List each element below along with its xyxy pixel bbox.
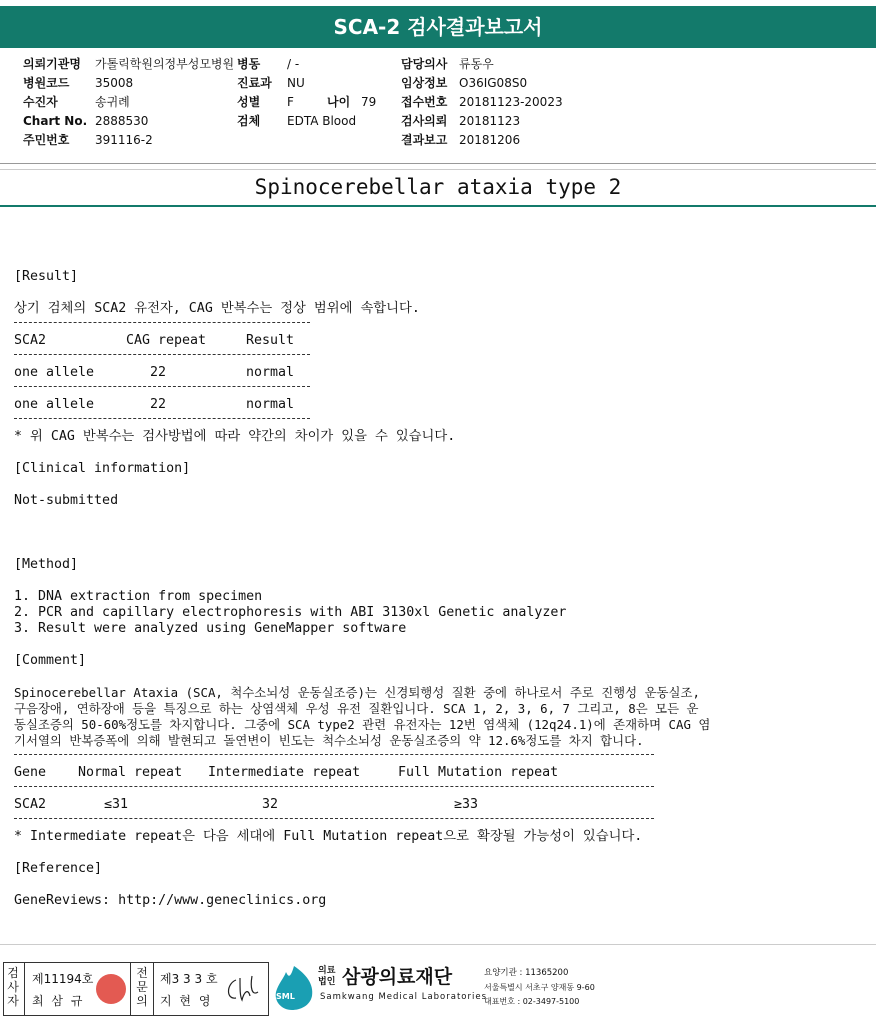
- info-id-number: [23, 131, 234, 150]
- specialist-license: 제3 3 3 호: [160, 972, 218, 986]
- vertical-char: 검: [7, 966, 19, 980]
- info-label: 진료과: [237, 76, 272, 90]
- info-ward: [237, 55, 376, 74]
- table-rule: [14, 386, 310, 387]
- info-value: EDTA Blood: [287, 114, 357, 128]
- table-rule: [14, 754, 654, 755]
- table-rule: [14, 418, 310, 419]
- info-value: 류동우: [459, 57, 494, 71]
- gene-header-normal: Normal repeat: [78, 765, 183, 780]
- footer: [0, 958, 876, 1027]
- method-item: 1. DNA extraction from specimen: [14, 589, 263, 604]
- info-column-1: [23, 55, 234, 150]
- info-department: [237, 74, 376, 93]
- info-hospital-code: [23, 74, 234, 93]
- info-value: NU: [287, 76, 305, 90]
- gene-header-gene: Gene: [14, 765, 47, 780]
- box-divider: [153, 962, 154, 1016]
- test-title: Spinocerebellar ataxia type 2: [254, 175, 622, 199]
- info-doctor: [401, 55, 563, 74]
- clinical-heading: [Clinical information]: [14, 461, 191, 476]
- info-value: 20181206: [459, 133, 521, 147]
- address: 서울특별시 서초구 양재동 9-60: [484, 983, 595, 992]
- info-label: 결과보고: [401, 133, 448, 147]
- method-item: 2. PCR and capillary electrophoresis with ABI 3130xl Genetic analyzer: [14, 605, 567, 620]
- vertical-char: 전: [136, 966, 148, 980]
- info-value: 20181123: [459, 114, 521, 128]
- reference-text: GeneReviews: http://www.geneclinics.org: [14, 893, 327, 908]
- specialist-signature: [222, 970, 262, 1006]
- vertical-char: 자: [7, 994, 19, 1008]
- gene-header-intermediate: Intermediate repeat: [208, 765, 361, 780]
- divider: [0, 169, 876, 170]
- gene-note: * Intermediate repeat은 다음 세대에 Full Mutation repeat으로 확장될 가능성이 있습니다.: [14, 829, 643, 844]
- comment-line: 구음장애, 연하장애 등을 특징으로 하는 상염색체 우성 유전 질환입니다. SCA 1, 2, 3, 6, 7 그리고, 8은 모든 운: [14, 701, 699, 716]
- result-row-status: normal: [246, 365, 295, 380]
- result-row-repeat: 22: [150, 397, 167, 412]
- info-value: F: [287, 95, 294, 109]
- divider: [0, 163, 876, 164]
- info-value: 35008: [95, 76, 134, 90]
- info-column-2: [237, 55, 376, 131]
- result-header-gene: SCA2: [14, 333, 47, 348]
- info-request-date: [401, 112, 563, 131]
- org-name-en: Samkwang Medical Laboratories: [320, 992, 488, 1002]
- info-label: 임상정보: [401, 76, 448, 90]
- specialist-name: 지 현 영: [160, 994, 213, 1008]
- info-value: 가톨릭학원의정부성모병원: [95, 57, 235, 71]
- result-row-allele: one allele: [14, 365, 95, 380]
- phone: 대표번호 : 02-3497-5100: [484, 997, 580, 1006]
- specialist-vertical-label: [135, 966, 149, 1008]
- table-rule: [14, 818, 654, 819]
- info-label: 의뢰기관명: [23, 57, 81, 71]
- comment-line: 동실조증의 50-60%정도를 차지합니다. 그중에 SCA type2 관련 유전자는 12번 염색체 (12q24.1)에 존재하며 CAG 염: [14, 717, 711, 732]
- result-heading: [Result]: [14, 269, 79, 284]
- corp-label-line: 법인: [318, 977, 336, 987]
- table-rule: [14, 786, 654, 787]
- examiner-name: 최 삼 규: [32, 994, 85, 1008]
- corp-label: [318, 966, 335, 988]
- info-value: 2888530: [95, 114, 149, 128]
- comment-heading: [Comment]: [14, 653, 87, 668]
- divider: [0, 944, 876, 945]
- info-label: 접수번호: [401, 95, 448, 109]
- result-header-cag: CAG repeat: [126, 333, 207, 348]
- info-label: 수진자: [23, 95, 58, 109]
- info-label: 검체: [237, 114, 261, 128]
- box-divider: [24, 962, 25, 1016]
- info-clinical: [401, 74, 563, 93]
- vertical-char: 사: [7, 980, 19, 994]
- corp-label-line: 의료: [318, 966, 336, 976]
- report-title-banner: SCA-2 검사결과보고서: [0, 6, 876, 48]
- info-label: 병동: [237, 57, 261, 71]
- info-age-value: 79: [361, 95, 377, 109]
- method-item: 3. Result were analyzed using GeneMapper software: [14, 621, 407, 636]
- info-column-3: [401, 55, 563, 150]
- result-text: 상기 검체의 SCA2 유전자, CAG 반복수는 정상 범위에 속합니다.: [14, 301, 420, 316]
- result-row-status: normal: [246, 397, 295, 412]
- method-heading: [Method]: [14, 557, 79, 572]
- gene-row-normal: ≤31: [104, 797, 129, 812]
- reference-heading: [Reference]: [14, 861, 103, 876]
- info-institution: [23, 55, 234, 74]
- comment-line: 기서열의 반복증폭에 의해 발현되고 돌연변이 빈도는 척수소뇌성 운동실조증의 약 12.6%정도를 차지 합니다.: [14, 733, 644, 748]
- info-patient: [23, 93, 234, 112]
- result-header-result: Result: [246, 333, 295, 348]
- gene-row-full: ≥33: [454, 797, 479, 812]
- info-label: 병원코드: [23, 76, 70, 90]
- info-label: Chart No.: [23, 114, 88, 128]
- logo-mark-text: SML: [276, 992, 295, 1001]
- registration-no: 요양기관 : 11365200: [484, 968, 569, 978]
- info-label: 검사의뢰: [401, 114, 448, 128]
- result-note: * 위 CAG 반복수는 검사방법에 따라 약간의 차이가 있을 수 있습니다.: [14, 429, 456, 444]
- info-sex: [237, 93, 376, 112]
- box-divider: [130, 962, 131, 1016]
- title-underline: [0, 205, 876, 207]
- gene-header-full: Full Mutation repeat: [398, 765, 559, 780]
- gene-row-intermediate: 32: [262, 797, 279, 812]
- samkwang-logo-icon: [272, 964, 316, 1012]
- comment-line: Spinocerebellar Ataxia (SCA, 척수소뇌성 운동실조증)는 신경퇴행성 질환 중에 하나로서 주로 진행성 운동실조,: [14, 685, 700, 700]
- vertical-char: 의: [136, 994, 148, 1008]
- info-receipt-no: [401, 93, 563, 112]
- info-value: / -: [287, 57, 300, 71]
- info-label: 담당의사: [401, 57, 448, 71]
- result-row-repeat: 22: [150, 365, 167, 380]
- info-value: 20181123-20023: [459, 95, 563, 109]
- clinical-text: Not-submitted: [14, 493, 119, 508]
- examiner-vertical-label: [6, 966, 20, 1008]
- table-rule: [14, 354, 310, 355]
- vertical-char: 문: [136, 980, 148, 994]
- examiner-license: 제11194호: [32, 972, 94, 986]
- info-value: O36IG08S0: [459, 76, 528, 90]
- info-report-date: [401, 131, 563, 150]
- gene-row-gene: SCA2: [14, 797, 47, 812]
- info-age-label: 나이: [327, 95, 351, 109]
- org-name: 삼광의료재단: [342, 966, 453, 988]
- info-chart-no: [23, 112, 234, 131]
- info-specimen: [237, 112, 376, 131]
- info-label: 성별: [237, 95, 261, 109]
- info-value: 송귀례: [95, 95, 130, 109]
- info-label: 주민번호: [23, 133, 70, 147]
- examiner-seal: [96, 974, 126, 1004]
- info-value: 391116-2: [95, 133, 153, 147]
- table-rule: [14, 322, 310, 323]
- result-row-allele: one allele: [14, 397, 95, 412]
